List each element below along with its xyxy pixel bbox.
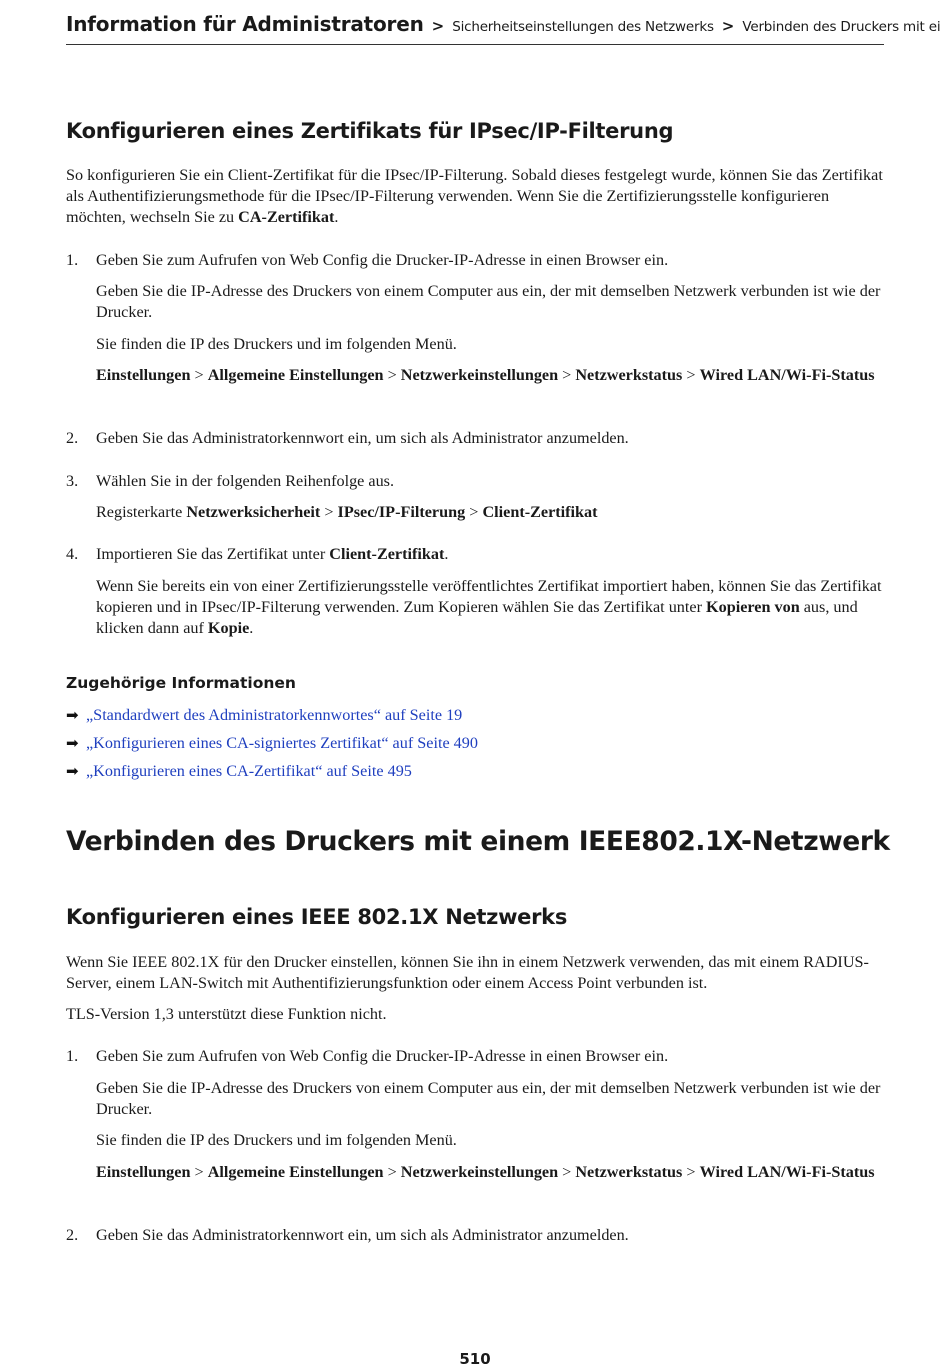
section1-intro-end: .: [334, 208, 339, 226]
menu-path-item: Allgemeine Einstellungen: [207, 366, 384, 384]
step4-sub-end: .: [249, 619, 254, 637]
arrow-right-icon: ➡: [66, 706, 79, 724]
breadcrumb-sub1[interactable]: Sicherheitseinstellungen des Netzwerks: [452, 19, 714, 35]
breadcrumb-separator: >: [721, 17, 735, 35]
step1-sub1: Geben Sie die IP-Adresse des Druckers von einem Computer aus ein, der mit demselben Netzwerk verbunden ist wie der Drucker.: [96, 1079, 881, 1118]
related-link[interactable]: [66, 705, 462, 726]
step-text: Wählen Sie in der folgenden Reihenfolge aus.: [96, 472, 395, 490]
related-info-title: Zugehörige Informationen: [66, 674, 296, 692]
menu-path-item: Netzwerkeinstellungen: [400, 1163, 559, 1181]
menu-path-item: Einstellungen: [96, 1163, 191, 1181]
step-text: Geben Sie das Administratorkennwort ein, um sich als Administrator anzumelden.: [96, 1226, 629, 1244]
section-title-ieee8021x: Konfigurieren eines IEEE 802.1X Netzwerks: [66, 905, 568, 929]
related-link-text[interactable]: „Konfigurieren eines CA-Zertifikat“ auf Seite 495: [86, 762, 412, 780]
step3-path: [96, 502, 884, 523]
menu-path-sep: >: [682, 366, 700, 384]
page-number: 510: [459, 1350, 491, 1368]
breadcrumb-separator: >: [431, 17, 445, 35]
step4-sub-bold: Kopie: [207, 619, 250, 637]
step-number: 3.: [66, 472, 79, 490]
step-2: [66, 428, 884, 449]
menu-path: [96, 365, 884, 386]
step-text: Geben Sie das Administratorkennwort ein, um sich als Administrator anzumelden.: [96, 429, 629, 447]
menu-path: [96, 1162, 884, 1183]
section2-intro: Wenn Sie IEEE 802.1X für den Drucker einstellen, können Sie ihn in einem Netzwerk verwenden, das mit einem RADIUS-Server, einem LAN-Switch mit Authentifizierungsfunktion oder einem Access Point verbunden ist.: [66, 953, 869, 992]
step-number: 2.: [66, 429, 79, 447]
menu-path-sep: >: [320, 503, 338, 521]
step4-end: .: [444, 545, 449, 563]
menu-path-sep: >: [190, 1163, 208, 1181]
step-1: [66, 250, 884, 271]
step4-sub-bold: Kopieren von: [706, 598, 800, 616]
step-number: 2.: [66, 1226, 79, 1244]
menu-path-item: Allgemeine Einstellungen: [207, 1163, 384, 1181]
step3-path-item: Netzwerksicherheit: [186, 503, 321, 521]
step-1: [66, 1046, 884, 1067]
step4-sub: [96, 576, 884, 639]
related-link-text[interactable]: „Konfigurieren eines CA-signiertes Zertifikat“ auf Seite 490: [86, 734, 478, 752]
menu-path-sep: >: [383, 366, 401, 384]
step3-path-item: Client-Zertifikat: [482, 503, 598, 521]
menu-path-sep: >: [465, 503, 483, 521]
step1-sub2: Sie finden die IP des Druckers und im folgenden Menü.: [96, 335, 457, 353]
step3-path-prefix: Registerkarte: [96, 503, 187, 521]
step-4: [66, 544, 884, 565]
step4-bold: Client-Zertifikat: [329, 545, 445, 563]
section1-intro-text: So konfigurieren Sie ein Client-Zertifikat für die IPsec/IP-Filterung. Sobald dieses festgelegt wurde, können Sie das Zertifikat als Authentifizierungsmethode für die IPsec/IP-Filterung verwenden. Wenn Sie die Zertifizierungsstelle konfigurieren möchten, wechseln Sie zu: [66, 166, 883, 226]
step1-sub2: Sie finden die IP des Druckers und im folgenden Menü.: [96, 1131, 457, 1149]
tls-note: TLS-Version 1,3 unterstützt diese Funktion nicht.: [66, 1005, 387, 1023]
breadcrumb: [66, 12, 941, 45]
menu-path-sep: >: [558, 1163, 576, 1181]
menu-path-item: Wired LAN/Wi-Fi-Status: [699, 366, 875, 384]
menu-path-item: Netzwerkeinstellungen: [400, 366, 559, 384]
step4-text: Importieren Sie das Zertifikat unter: [96, 545, 330, 563]
step4-sub-text: aus, und klicken dann auf: [96, 598, 858, 637]
menu-path-item: Netzwerkstatus: [575, 1163, 683, 1181]
step3-path-item: IPsec/IP-Filterung: [337, 503, 466, 521]
breadcrumb-sub2[interactable]: Verbinden des Druckers mit ei: [742, 19, 941, 35]
step-text: [96, 544, 884, 565]
related-link-text[interactable]: „Standardwert des Administratorkennwortes“ auf Seite 19: [86, 706, 463, 724]
menu-path-sep: >: [682, 1163, 700, 1181]
step-text: Geben Sie zum Aufrufen von Web Config die Drucker-IP-Adresse in einen Browser ein.: [96, 1047, 669, 1065]
step1-sub1: Geben Sie die IP-Adresse des Druckers von einem Computer aus ein, der mit demselben Netzwerk verbunden ist wie der Drucker.: [96, 282, 881, 321]
step-number: 4.: [66, 545, 79, 563]
menu-path-sep: >: [558, 366, 576, 384]
section-title-ipsec-certificate: Konfigurieren eines Zertifikats für IPsec/IP-Filterung: [66, 119, 674, 143]
related-link[interactable]: [66, 761, 412, 782]
step-number: 1.: [66, 251, 79, 269]
step-2: [66, 1225, 884, 1246]
step4-sub-text: Wenn Sie bereits ein von einer Zertifizierungsstelle veröffentlichtes Zertifikat importiert haben, können Sie das Zertifikat kopieren und in IPsec/IP-Filterung verwenden. Zum Kopieren wählen Sie das Zertifikat unter: [96, 577, 882, 616]
menu-path-item: Wired LAN/Wi-Fi-Status: [699, 1163, 875, 1181]
menu-path-sep: >: [190, 366, 208, 384]
arrow-right-icon: ➡: [66, 762, 79, 780]
section1-intro-bold: CA-Zertifikat: [238, 208, 335, 226]
step-3: [66, 471, 884, 492]
section1-intro: [66, 165, 884, 228]
menu-path-item: Einstellungen: [96, 366, 191, 384]
related-link[interactable]: [66, 733, 478, 754]
menu-path-item: Netzwerkstatus: [575, 366, 683, 384]
step-number: 1.: [66, 1047, 79, 1065]
menu-path-sep: >: [383, 1163, 401, 1181]
breadcrumb-main[interactable]: Information für Administratoren: [66, 12, 424, 36]
chapter-title: Verbinden des Druckers mit einem IEEE802.1X-Netzwerk: [66, 826, 890, 857]
arrow-right-icon: ➡: [66, 734, 79, 752]
step-text: Geben Sie zum Aufrufen von Web Config die Drucker-IP-Adresse in einen Browser ein.: [96, 251, 669, 269]
